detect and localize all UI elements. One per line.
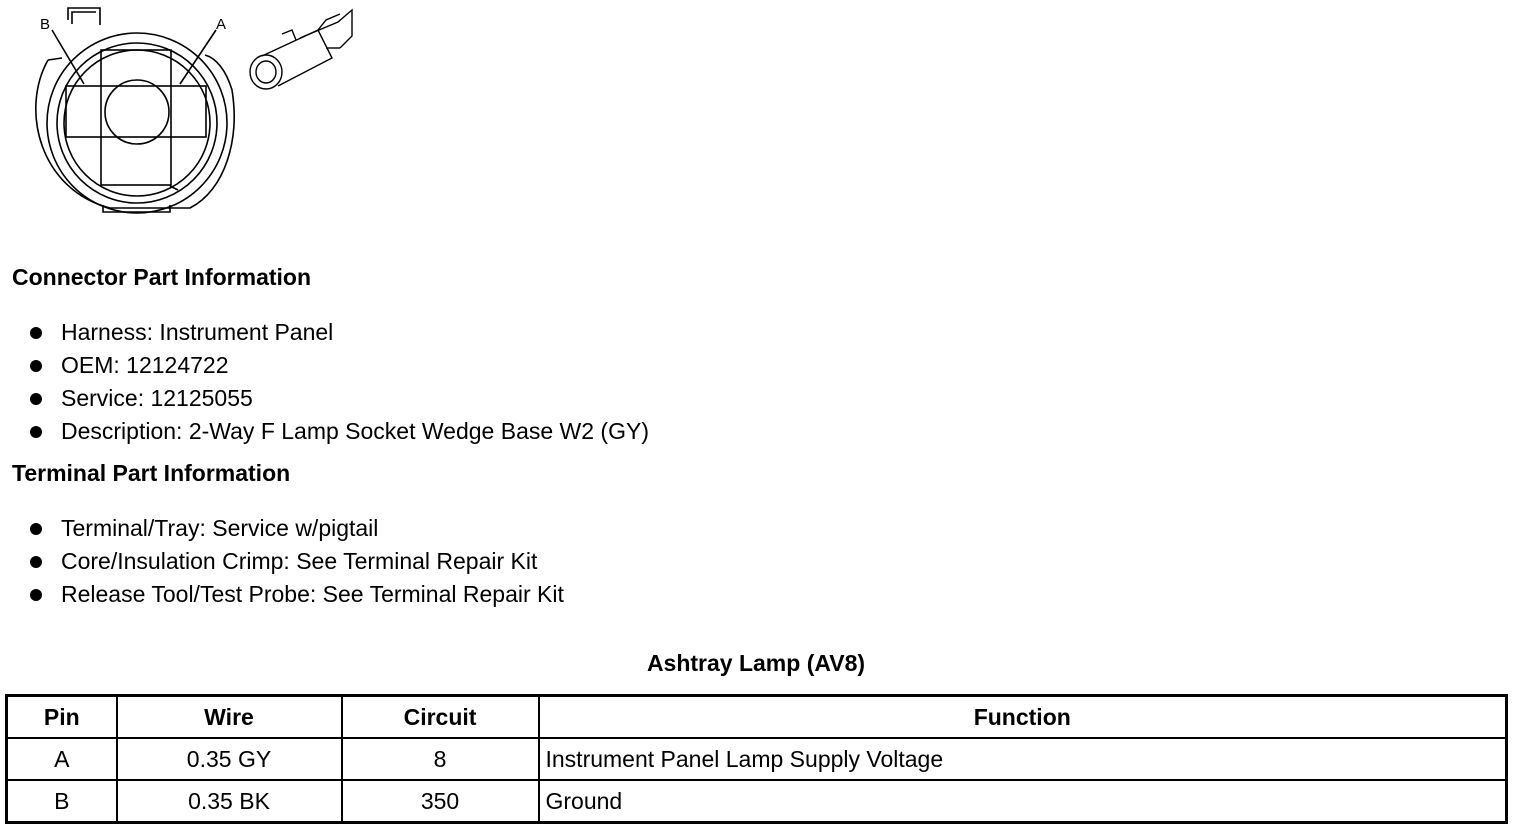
cell-wire: 0.35 BK <box>117 780 342 823</box>
list-item <box>0 316 900 349</box>
bullet-icon <box>30 327 42 339</box>
cell-function: Ground <box>539 780 1507 823</box>
cell-pin: A <box>7 738 117 780</box>
list-item-text: Core/Insulation Crimp: See Terminal Repair Kit <box>61 548 538 574</box>
list-item <box>0 382 900 415</box>
list-item-text: OEM: 12124722 <box>61 352 229 378</box>
list-item-text: Terminal/Tray: Service w/pigtail <box>61 515 379 541</box>
table-row <box>7 738 1507 780</box>
pin-label-a: A <box>216 16 227 33</box>
column-header-function: Function <box>539 696 1507 739</box>
column-header-wire: Wire <box>117 696 342 739</box>
bullet-icon <box>30 360 42 372</box>
cell-circuit: 350 <box>342 780 539 823</box>
cell-wire: 0.35 GY <box>117 738 342 780</box>
cell-pin: B <box>7 780 117 823</box>
bullet-icon <box>30 426 42 438</box>
cell-circuit: 8 <box>342 738 539 780</box>
bullet-icon <box>30 589 42 601</box>
list-item <box>0 512 900 545</box>
bullet-icon <box>30 556 42 568</box>
pin-label-b: B <box>40 16 51 33</box>
table-row <box>7 780 1507 823</box>
list-item <box>0 415 900 448</box>
list-item <box>0 349 900 382</box>
bullet-icon <box>30 393 42 405</box>
column-header-pin: Pin <box>7 696 117 739</box>
cell-function: Instrument Panel Lamp Supply Voltage <box>539 738 1507 780</box>
list-item-text: Release Tool/Test Probe: See Terminal Repair Kit <box>61 581 564 607</box>
list-item-text: Harness: Instrument Panel <box>61 319 334 345</box>
bullet-icon <box>30 523 42 535</box>
table-header-row <box>7 696 1507 739</box>
list-item <box>0 545 900 578</box>
connector-part-info-list <box>0 316 900 448</box>
connector-diagram <box>0 0 380 225</box>
table-title: Ashtray Lamp (AV8) <box>646 650 866 676</box>
connector-part-info-heading: Connector Part Information <box>12 264 312 290</box>
terminal-part-info-list <box>0 512 900 611</box>
list-item <box>0 578 900 611</box>
list-item-text: Description: 2-Way F Lamp Socket Wedge Base W2 (GY) <box>61 418 649 444</box>
list-item-text: Service: 12125055 <box>61 385 253 411</box>
column-header-circuit: Circuit <box>342 696 539 739</box>
pin-table <box>5 694 1508 824</box>
terminal-part-info-heading: Terminal Part Information <box>12 460 291 486</box>
